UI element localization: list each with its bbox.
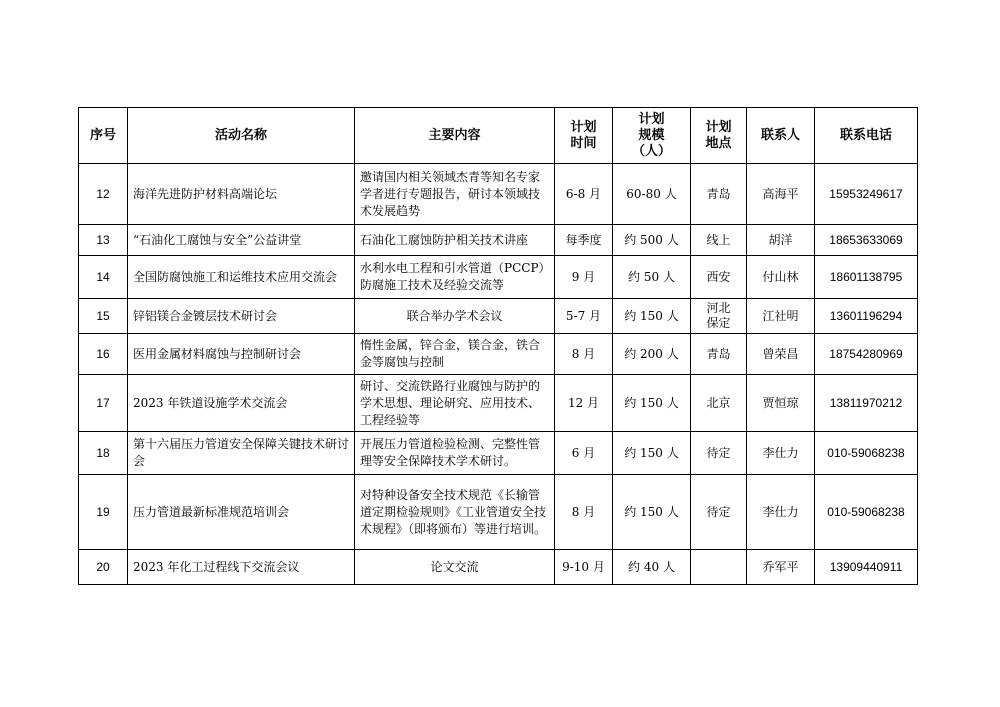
header-name: 活动名称 — [128, 108, 355, 164]
row-scale: 约 150 人 — [613, 475, 691, 550]
row-contact: 付山林 — [747, 256, 815, 299]
row-name: 医用金属材料腐蚀与控制研讨会 — [128, 334, 355, 375]
row-index: 20 — [79, 550, 128, 585]
header-index: 序号 — [79, 108, 128, 164]
table-row — [79, 550, 918, 585]
row-content: 论文交流 — [355, 550, 555, 585]
row-content: 研讨、交流铁路行业腐蚀与防护的学术思想、理论研究、应用技术、工程经验等 — [355, 375, 555, 432]
row-phone: 18754280969 — [815, 334, 918, 375]
header-contact: 联系人 — [747, 108, 815, 164]
row-name: 海洋先进防护材料高端论坛 — [128, 164, 355, 225]
header-place: 计划 地点 — [691, 108, 747, 164]
row-index: 13 — [79, 225, 128, 256]
row-time: 5-7 月 — [555, 299, 613, 334]
row-index: 14 — [79, 256, 128, 299]
row-place — [691, 550, 747, 585]
row-time: 8 月 — [555, 334, 613, 375]
table-row — [79, 375, 918, 432]
row-phone: 15953249617 — [815, 164, 918, 225]
row-contact: 李仕力 — [747, 432, 815, 475]
row-scale: 约 50 人 — [613, 256, 691, 299]
row-place: 北京 — [691, 375, 747, 432]
row-name: 2023 年铁道设施学术交流会 — [128, 375, 355, 432]
row-time: 12 月 — [555, 375, 613, 432]
row-name: 锌铝镁合金镀层技术研讨会 — [128, 299, 355, 334]
row-phone: 010-59068238 — [815, 432, 918, 475]
table-row — [79, 256, 918, 299]
row-contact: 胡洋 — [747, 225, 815, 256]
row-place: 待定 — [691, 475, 747, 550]
row-phone: 13811970212 — [815, 375, 918, 432]
row-time: 9 月 — [555, 256, 613, 299]
table-row — [79, 475, 918, 550]
header-phone: 联系电话 — [815, 108, 918, 164]
row-place: 河北 保定 — [691, 299, 747, 334]
header-content: 主要内容 — [355, 108, 555, 164]
row-scale: 约 500 人 — [613, 225, 691, 256]
row-index: 12 — [79, 164, 128, 225]
row-place: 西安 — [691, 256, 747, 299]
table-row — [79, 334, 918, 375]
row-phone: 13601196294 — [815, 299, 918, 334]
row-index: 15 — [79, 299, 128, 334]
header-scale: 计划 规模 （人） — [613, 108, 691, 164]
row-place: 青岛 — [691, 334, 747, 375]
row-contact: 贾恒琼 — [747, 375, 815, 432]
row-place: 待定 — [691, 432, 747, 475]
row-time: 9-10 月 — [555, 550, 613, 585]
row-contact: 高海平 — [747, 164, 815, 225]
row-phone: 18653633069 — [815, 225, 918, 256]
row-contact: 江社明 — [747, 299, 815, 334]
table-row — [79, 225, 918, 256]
row-content: 惰性金属，锌合金，镁合金，铁合金等腐蚀与控制 — [355, 334, 555, 375]
row-name: “石油化工腐蚀与安全”公益讲堂 — [128, 225, 355, 256]
row-name: 压力管道最新标准规范培训会 — [128, 475, 355, 550]
row-index: 19 — [79, 475, 128, 550]
row-name: 全国防腐蚀施工和运维技术应用交流会 — [128, 256, 355, 299]
row-phone: 13909440911 — [815, 550, 918, 585]
row-name: 第十六届压力管道安全保障关键技术研讨会 — [128, 432, 355, 475]
row-index: 18 — [79, 432, 128, 475]
row-scale: 约 150 人 — [613, 432, 691, 475]
row-name: 2023 年化工过程线下交流会议 — [128, 550, 355, 585]
row-scale: 60-80 人 — [613, 164, 691, 225]
row-index: 17 — [79, 375, 128, 432]
activity-plan-table — [78, 107, 918, 585]
row-content: 邀请国内相关领域杰青等知名专家学者进行专题报告，研讨本领域技术发展趋势 — [355, 164, 555, 225]
table-row — [79, 299, 918, 334]
row-scale: 约 200 人 — [613, 334, 691, 375]
row-phone: 010-59068238 — [815, 475, 918, 550]
row-content: 对特种设备安全技术规范《长输管道定期检验规则》《工业管道安全技术规程》（即将颁布）等进行培训。 — [355, 475, 555, 550]
row-time: 6 月 — [555, 432, 613, 475]
header-time: 计划 时间 — [555, 108, 613, 164]
table-row — [79, 432, 918, 475]
row-contact: 李仕力 — [747, 475, 815, 550]
row-contact: 曾荣昌 — [747, 334, 815, 375]
row-index: 16 — [79, 334, 128, 375]
row-place: 青岛 — [691, 164, 747, 225]
row-time: 8 月 — [555, 475, 613, 550]
row-content: 水利水电工程和引水管道（PCCP）防腐施工技术及经验交流等 — [355, 256, 555, 299]
row-contact: 乔军平 — [747, 550, 815, 585]
row-content: 开展压力管道检验检测、完整性管理等安全保障技术学术研讨。 — [355, 432, 555, 475]
table-row — [79, 164, 918, 225]
row-time: 每季度 — [555, 225, 613, 256]
table-header-row — [79, 108, 918, 164]
row-content: 石油化工腐蚀防护相关技术讲座 — [355, 225, 555, 256]
row-place: 线上 — [691, 225, 747, 256]
row-scale: 约 40 人 — [613, 550, 691, 585]
row-scale: 约 150 人 — [613, 375, 691, 432]
row-content: 联合举办学术会议 — [355, 299, 555, 334]
row-scale: 约 150 人 — [613, 299, 691, 334]
row-phone: 18601138795 — [815, 256, 918, 299]
row-time: 6-8 月 — [555, 164, 613, 225]
